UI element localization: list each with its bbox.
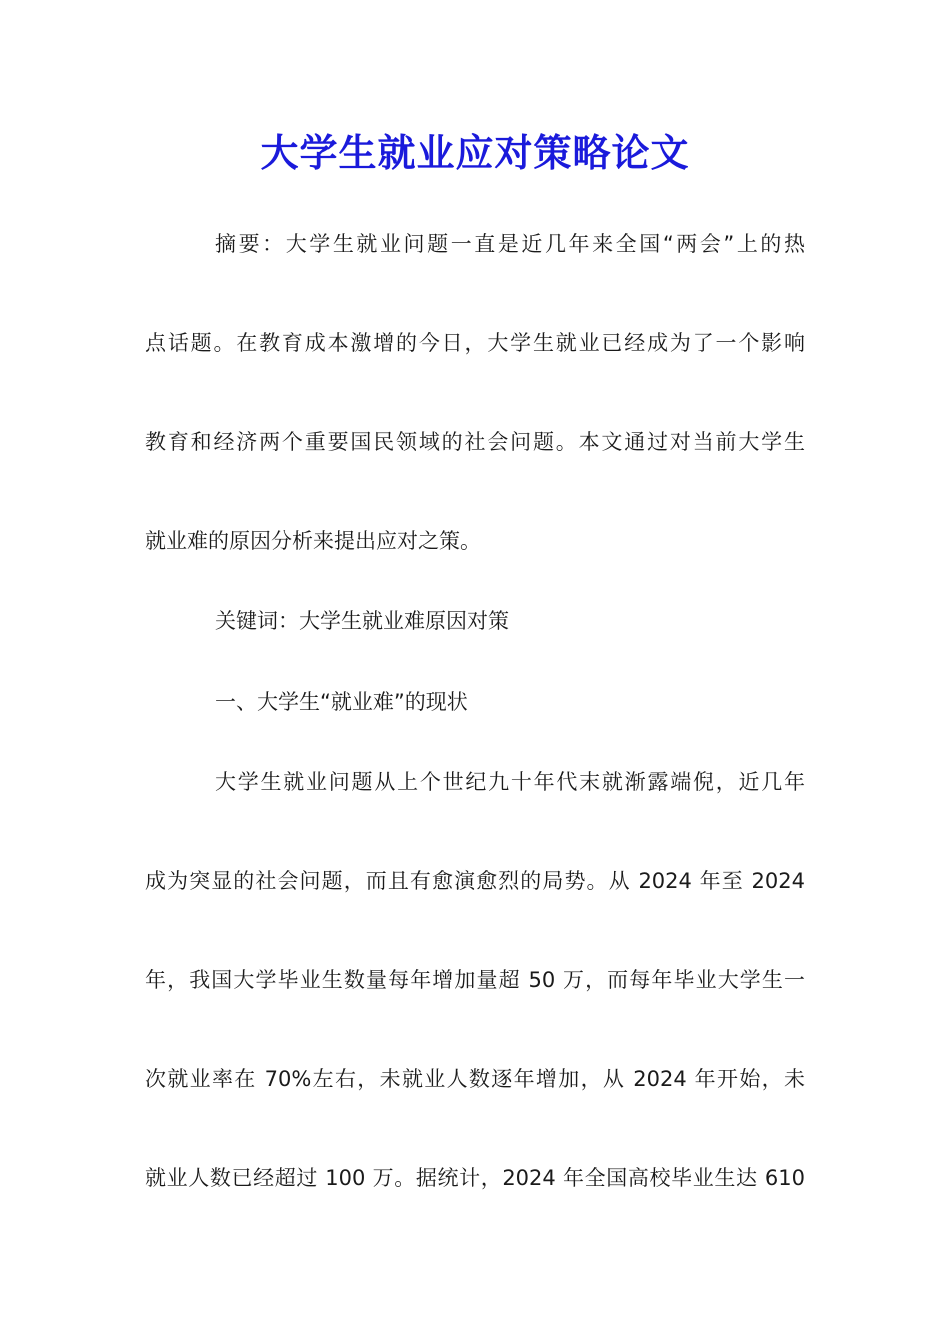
- body-line-1: 大学生就业问题从上个世纪九十年代末就渐露端倪，近几年: [215, 770, 805, 794]
- abstract-line-1: 摘要：大学生就业问题一直是近几年来全国“两会”上的热: [215, 232, 805, 256]
- document-title: 大学生就业应对策略论文: [260, 130, 690, 175]
- section-heading: 一、大学生“就业难”的现状: [215, 690, 468, 714]
- body-line-5: 就业人数已经超过 100 万。据统计，2024 年全国高校毕业生达 610: [145, 1166, 805, 1190]
- abstract-line-4: 就业难的原因分析来提出应对之策。: [145, 529, 481, 553]
- body-line-3: 年，我国大学毕业生数量每年增加量超 50 万，而每年毕业大学生一: [145, 968, 805, 992]
- abstract-line-2: 点话题。在教育成本激增的今日，大学生就业已经成为了一个影响: [145, 331, 805, 355]
- keywords-line: 关键词：大学生就业难原因对策: [215, 609, 509, 633]
- abstract-line-3: 教育和经济两个重要国民领域的社会问题。本文通过对当前大学生: [145, 430, 805, 454]
- body-line-4: 次就业率在 70%左右，未就业人数逐年增加，从 2024 年开始，未: [145, 1067, 805, 1091]
- body-line-2: 成为突显的社会问题，而且有愈演愈烈的局势。从 2024 年至 2024: [145, 869, 805, 893]
